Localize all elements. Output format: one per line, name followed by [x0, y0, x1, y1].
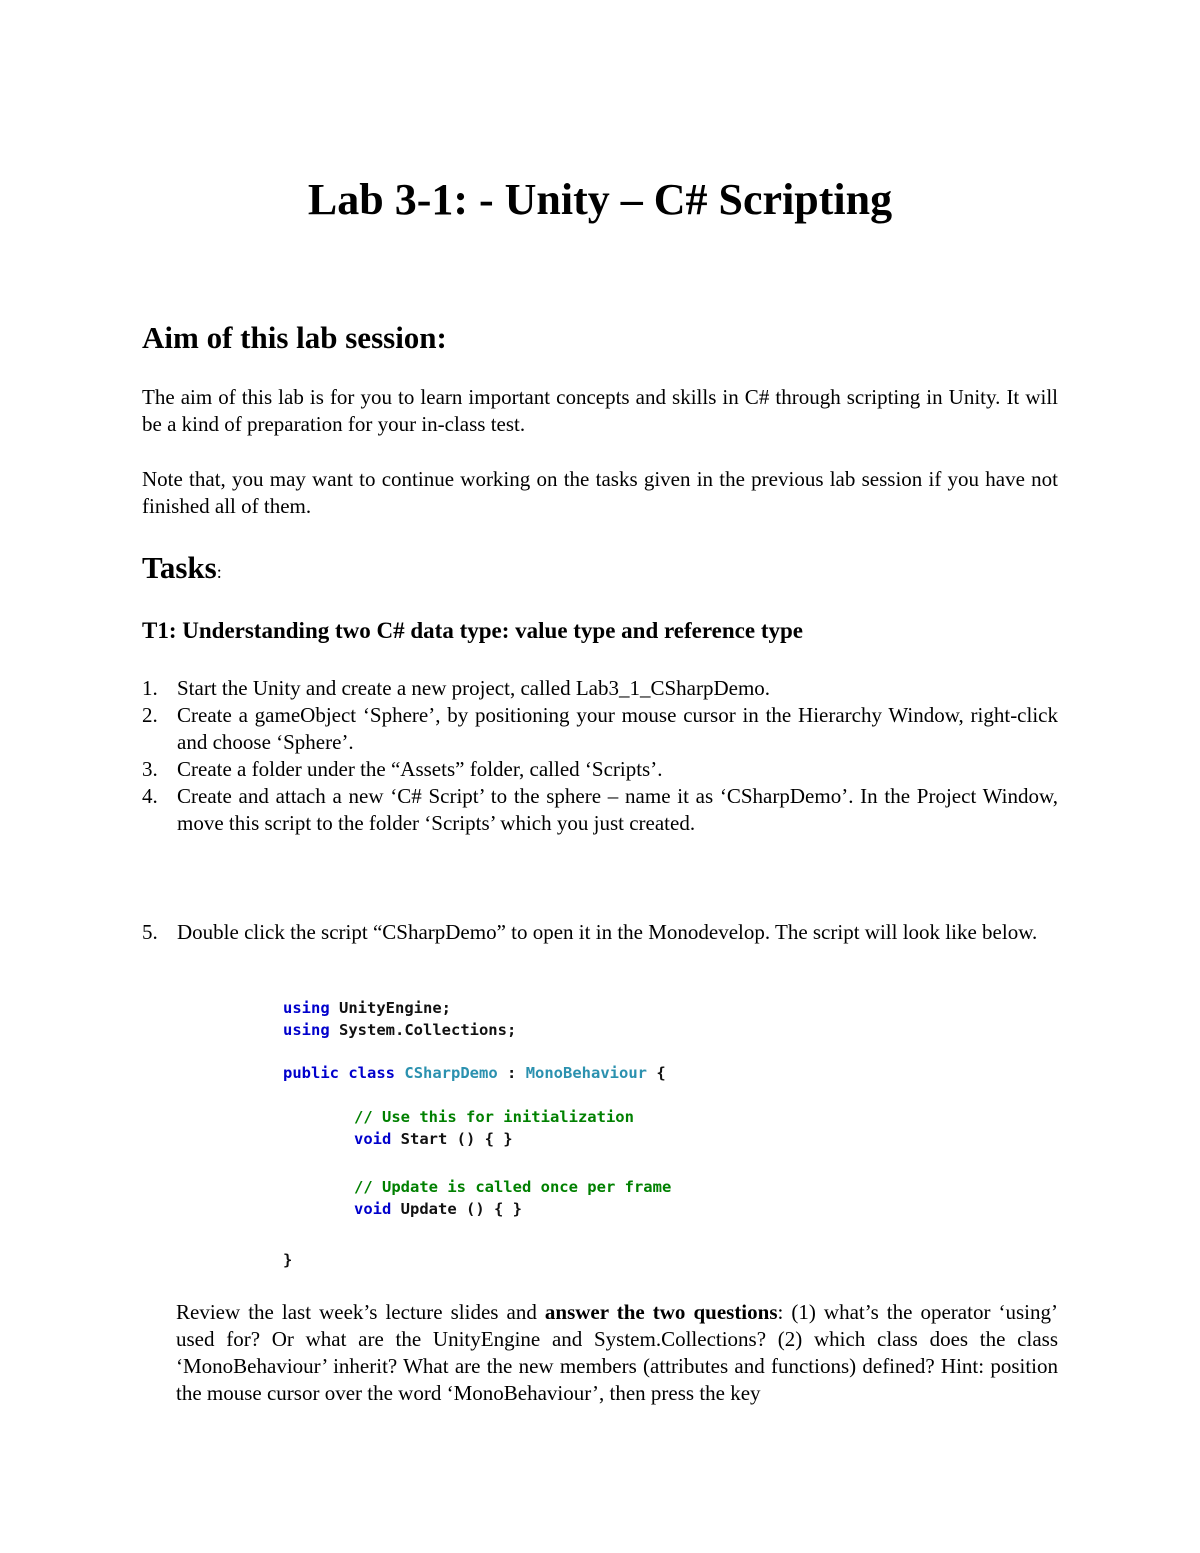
- code-keyword: public: [283, 1064, 339, 1082]
- list-item: [142, 756, 1058, 783]
- tasks-heading-text: Tasks: [142, 550, 217, 585]
- list-text: Create a folder under the “Assets” folder, called ‘Scripts’.: [177, 757, 663, 781]
- review-text: Review the last week’s lecture slides and: [176, 1300, 545, 1324]
- code-keyword: using: [283, 1021, 330, 1039]
- code-line-start: [354, 1129, 513, 1151]
- code-line-comment-update: [354, 1177, 671, 1199]
- list-number: 1.: [142, 676, 158, 700]
- review-bold-text: answer the two questions: [544, 1300, 778, 1324]
- list-number: 3.: [142, 757, 158, 781]
- list-item: [142, 675, 1058, 702]
- code-line-update: [354, 1199, 522, 1221]
- code-line-close-brace: [283, 1250, 292, 1272]
- tasks-heading: [142, 548, 222, 592]
- code-type: CSharpDemo: [404, 1064, 498, 1082]
- code-type: MonoBehaviour: [525, 1064, 648, 1082]
- page-title: Lab 3-1: - Unity – C# Scripting: [307, 175, 893, 224]
- list-item: [142, 919, 1058, 946]
- code-keyword: void: [354, 1200, 392, 1218]
- review-text: : (1) what’s the operator ‘using’ used for? Or what are the UnityEngine and System.Collections? (2) which class does the class ‘MonoBehaviour’ inherit? What are the new members (attributes and functions) defined? Hint: position the mouse cursor over the word ‘MonoBehaviour’, then press the key: [176, 1300, 1058, 1405]
- list-item: [142, 702, 1058, 756]
- note-paragraph: Note that, you may want to continue working on the tasks given in the previous lab session if you have not finished all of them.: [142, 467, 1058, 518]
- review-paragraph: [176, 1299, 1058, 1407]
- aim-paragraph: The aim of this lab is for you to learn important concepts and skills in C# through scripting in Unity. It will be a kind of preparation for your in-class test.: [142, 385, 1058, 436]
- list-text: Double click the script “CSharpDemo” to open it in the Monodevelop. The script will look like below.: [177, 920, 1038, 944]
- code-text: System.Collections;: [329, 1021, 517, 1039]
- list-number: 2.: [142, 703, 158, 727]
- list-item: [142, 783, 1058, 837]
- tasks-heading-colon: :: [216, 562, 222, 582]
- code-text: Update () { }: [391, 1200, 522, 1218]
- code-line-using-collections: [283, 1020, 516, 1042]
- code-line-class-declaration: [283, 1063, 666, 1085]
- code-line-comment-init: [354, 1107, 634, 1129]
- code-keyword: using: [283, 999, 330, 1017]
- code-text: }: [283, 1251, 293, 1269]
- code-text: :: [497, 1064, 526, 1082]
- code-text: Start () { }: [391, 1130, 513, 1148]
- code-comment: // Update is called once per frame: [354, 1178, 672, 1196]
- list-number: 4.: [142, 784, 158, 808]
- code-line-using-unityengine: [283, 998, 451, 1020]
- code-keyword: void: [354, 1130, 392, 1148]
- code-text: {: [647, 1064, 666, 1082]
- code-comment: // Use this for initialization: [354, 1108, 634, 1126]
- code-keyword: class: [348, 1064, 396, 1082]
- t1-heading: T1: Understanding two C# data type: value type and reference type: [142, 618, 804, 643]
- list-number: 5.: [142, 920, 158, 944]
- aim-heading: Aim of this lab session:: [142, 320, 447, 355]
- list-text: Start the Unity and create a new project, called Lab3_1_CSharpDemo.: [177, 676, 771, 700]
- list-text: Create and attach a new ‘C# Script’ to the sphere – name it as ‘CSharpDemo’. In the Project Window, move this script to the folder ‘Scripts’ which you just created.: [177, 784, 1058, 835]
- list-text: Create a gameObject ‘Sphere’, by positioning your mouse cursor in the Hierarchy Window, right-click and choose ‘Sphere’.: [177, 703, 1058, 754]
- code-text: UnityEngine;: [329, 999, 451, 1017]
